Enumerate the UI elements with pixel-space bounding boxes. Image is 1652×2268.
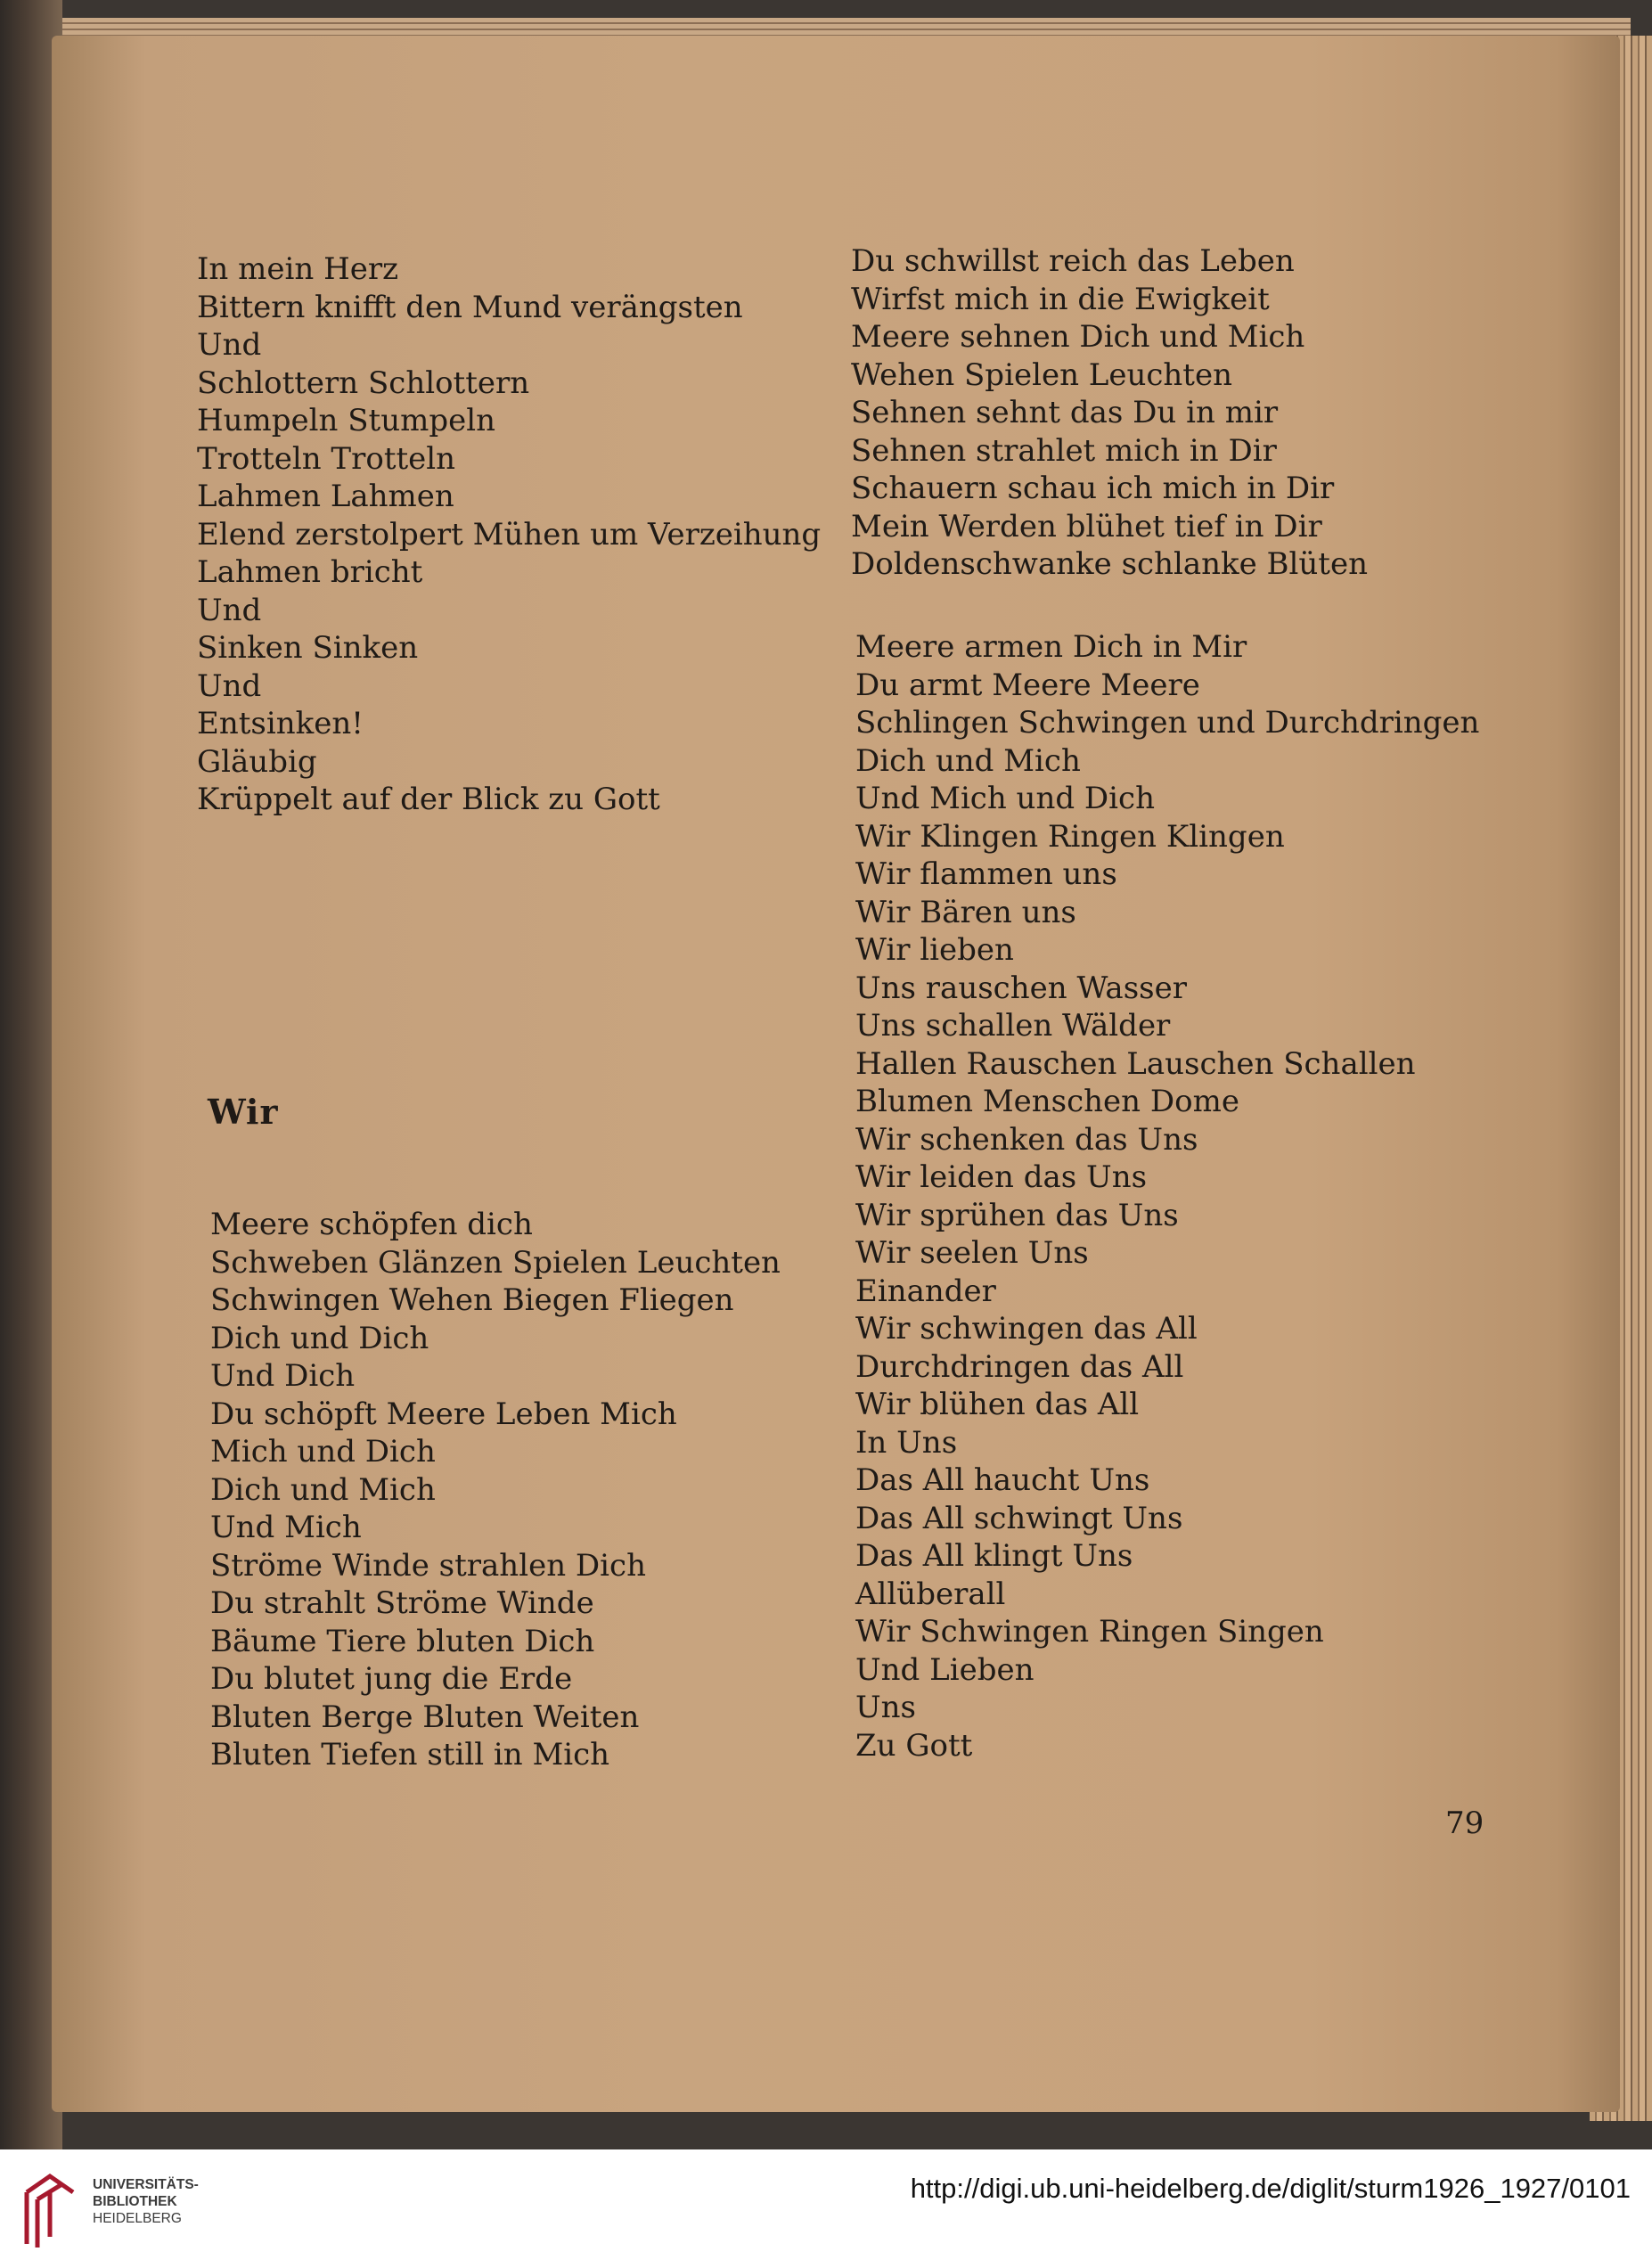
poem-line: Du schöpft Meere Leben Mich [210,1396,677,1432]
poem-line: Du strahlt Ströme Winde [210,1585,594,1621]
poem-line: Allüberall [855,1576,1006,1612]
logo-line: HEIDELBERG [93,2211,182,2226]
poem-line: Und [197,667,262,704]
poem-line: In Uns [855,1424,958,1461]
left-column-poem-wir [210,1206,781,1774]
poem-line: Bluten Berge Bluten Weiten [210,1699,640,1735]
poem-line: Schweben Glänzen Spielen Leuchten [210,1244,781,1281]
library-logo-text [93,2176,199,2227]
source-url-link[interactable]: http://digi.ub.uni-heidelberg.de/diglit/sturm1926_1927/0101 [910,2173,1631,2204]
poem-line: Humpeln Stumpeln [197,403,496,438]
left-column-poem-end [197,250,821,819]
poem-line: Bluten Tiefen still in Mich [210,1737,610,1773]
poem-title: Wir [208,1092,279,1132]
poem-line: Bäume Tiere bluten Dich [210,1623,595,1659]
poem-line: Hallen Rauschen Lauschen Schallen [855,1045,1416,1082]
library-logo-icon [20,2166,82,2250]
logo-line: BIBLIOTHEK [93,2194,177,2209]
poem-line: Wir seelen Uns [855,1235,1089,1271]
poem-line: Und Mich und Dich [855,781,1155,816]
poem-line: Zu Gott [855,1727,973,1764]
poem-line: Dich und Mich [855,742,1081,779]
poem-line: Gläubig [197,743,317,780]
poem-line: Wir lieben [855,932,1014,968]
poem-line: Und [197,327,262,363]
poem-line: Mein Werden blühet tief in Dir [851,508,1322,544]
poem-line: Doldenschwanke schlanke Blüten [851,546,1368,582]
poem-line: Wirfst mich in die Ewigkeit [851,281,1270,317]
right-column-stanza-2 [855,628,1479,1764]
poem-line: Das All haucht Uns [855,1462,1150,1498]
poem-line: Blumen Menschen Dome [855,1084,1239,1119]
poem-line: Du schwillst reich das Leben [851,243,1295,279]
poem-line: Wir leiden das Uns [855,1159,1148,1195]
poem-line: Uns [855,1690,916,1725]
poem-line: Das All schwingt Uns [855,1500,1183,1536]
poem-line: Durchdringen das All [855,1348,1184,1385]
poem-line: Uns rauschen Wasser [855,970,1187,1006]
poem-line: Lahmen bricht [197,554,423,590]
poem-line: Du blutet jung die Erde [210,1661,573,1697]
poem-line: Wir flammen uns [855,856,1117,892]
page-number: 79 [1445,1805,1484,1841]
poem-line: Krüppelt auf der Blick zu Gott [197,782,660,817]
poem-line: Einander [855,1273,996,1309]
poem-line: Wir Klingen Ringen Klingen [855,818,1285,855]
poem-line: Und Dich [210,1358,356,1394]
poem-line: Ströme Winde strahlen Dich [210,1547,646,1584]
poem-line: Wehen Spielen Leuchten [851,356,1232,393]
library-footer [0,2149,1652,2268]
poem-line: Du armt Meere Meere [855,667,1200,703]
poem-line: Entsinken! [197,706,364,741]
poem-line: Bittern knifft den Mund verängsten [197,289,743,325]
poem-line: Schlottern Schlottern [197,364,530,401]
poem-line: Das All klingt Uns [855,1538,1133,1574]
poem-line: Wir schwingen das All [855,1311,1198,1347]
poem-line: Meere schöpfen dich [210,1207,533,1242]
poem-line: Sinken Sinken [197,630,419,666]
poem-line: Schauern schau ich mich in Dir [851,471,1335,506]
right-column-stanza-1 [851,242,1368,584]
poem-line: Elend zerstolpert Mühen um Verzeihung [197,516,822,553]
poem-line: Wir sprühen das Uns [855,1197,1179,1233]
poem-line: Lahmen Lahmen [197,479,454,514]
poem-line: Wir Schwingen Ringen Singen [855,1614,1324,1650]
poem-line: Trotteln Trotteln [197,440,456,477]
poem-line: Sehnen sehnt das Du in mir [851,395,1279,430]
poem-line: Wir schenken das Uns [855,1121,1198,1158]
poem-line: Dich und Mich [210,1471,436,1508]
poem-line: Und Mich [210,1510,362,1545]
poem-line: Sehnen strahlet mich in Dir [851,432,1277,469]
poem-line: Dich und Dich [210,1320,429,1356]
poem-line: Schlingen Schwingen und Durchdringen [855,705,1480,741]
poem-line: In mein Herz [197,251,399,287]
poem-line: Und [197,592,262,628]
poem-line: Und Lieben [855,1651,1035,1688]
logo-line: UNIVERSITÄTS- [93,2177,199,2192]
poem-line: Wir blühen das All [855,1387,1140,1422]
poem-line: Wir Bären uns [855,894,1076,930]
poem-line: Meere sehnen Dich und Mich [851,319,1305,355]
poem-line: Mich und Dich [210,1434,436,1470]
poem-line: Schwingen Wehen Biegen Fliegen [210,1282,734,1318]
poem-line: Meere armen Dich in Mir [855,629,1247,665]
poem-line: Uns schallen Wälder [855,1008,1171,1044]
